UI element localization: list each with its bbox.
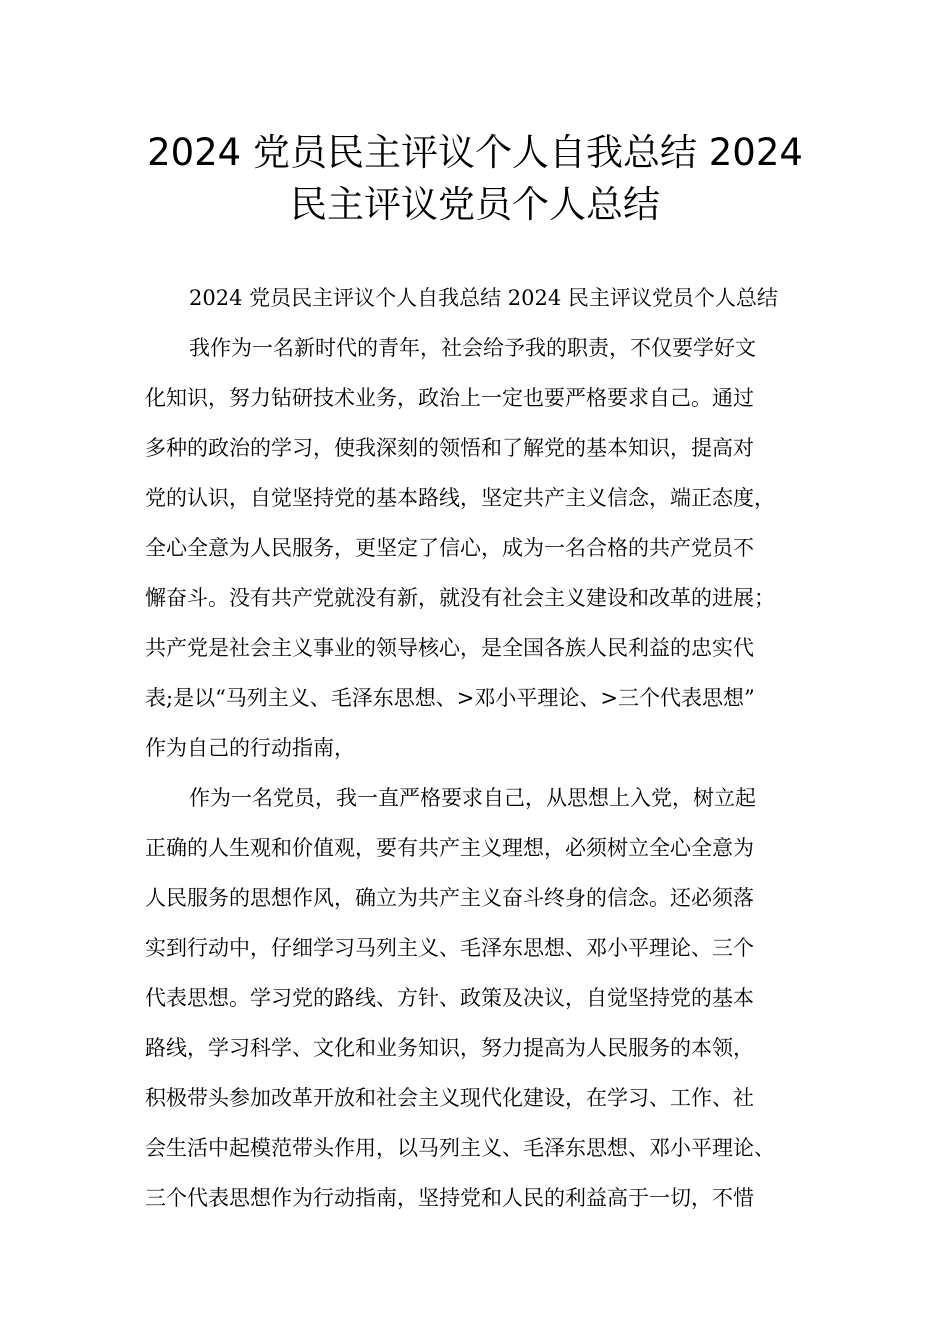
paragraph-1-line: 作为自己的行动指南， (145, 736, 355, 760)
paragraph-2-line: 人民服务的思想作风，确立为共产主义奋斗终身的信念。还必须落 (145, 886, 754, 910)
document-body (145, 273, 825, 1223)
paragraph-2-line: 三个代表思想作为行动指南，坚持党和人民的利益高于一切，不惜 (145, 1186, 754, 1210)
paragraph-1-line: 表;是以“马列主义、毛泽东思想、>邓小平理论、>三个代表思想” (145, 686, 755, 710)
paragraph-1-line: 我作为一名新时代的青年，社会给予我的职责，不仅要学好文 (189, 336, 756, 360)
paragraph-2-line: 实到行动中，仔细学习马列主义、毛泽东思想、邓小平理论、三个 (145, 936, 754, 960)
paragraph-2-line: 会生活中起模范带头作用，以马列主义、毛泽东思想、邓小平理论、 (145, 1136, 775, 1160)
paragraph-1-line: 共产党是社会主义事业的领导核心，是全国各族人民利益的忠实代 (145, 636, 754, 660)
paragraph-2-line: 积极带头参加改革开放和社会主义现代化建设，在学习、工作、社 (145, 1086, 754, 1110)
document-subtitle: 2024 党员民主评议个人自我总结 2024 民主评议党员个人总结 (189, 286, 778, 310)
paragraph-2-line: 路线，学习科学、文化和业务知识，努力提高为人民服务的本领， (145, 1036, 754, 1060)
paragraph-2-line: 正确的人生观和价值观，要有共产主义理想，必须树立全心全意为 (145, 836, 754, 860)
paragraph-1-line: 全心全意为人民服务，更坚定了信心，成为一名合格的共产党员不 (145, 536, 754, 560)
paragraph-1-line: 懈奋斗。没有共产党就没有新，就没有社会主义建设和改革的进展； (145, 586, 775, 610)
paragraph-1-line: 党的认识，自觉坚持党的基本路线，坚定共产主义信念，端正态度， (145, 486, 775, 510)
paragraph-1-line: 多种的政治的学习，使我深刻的领悟和了解党的基本知识，提高对 (145, 436, 754, 460)
document-title-line-1: 2024 党员民主评议个人自我总结 2024 (147, 131, 803, 174)
paragraph-1-line: 化知识，努力钻研技术业务，政治上一定也要严格要求自己。通过 (145, 386, 754, 410)
paragraph-2-line: 作为一名党员，我一直严格要求自己，从思想上入党，树立起 (189, 786, 756, 810)
paragraph-2-line: 代表思想。学习党的路线、方针、政策及决议，自觉坚持党的基本 (145, 986, 754, 1010)
document-title-line-2: 民主评议党员个人总结 (290, 183, 660, 226)
